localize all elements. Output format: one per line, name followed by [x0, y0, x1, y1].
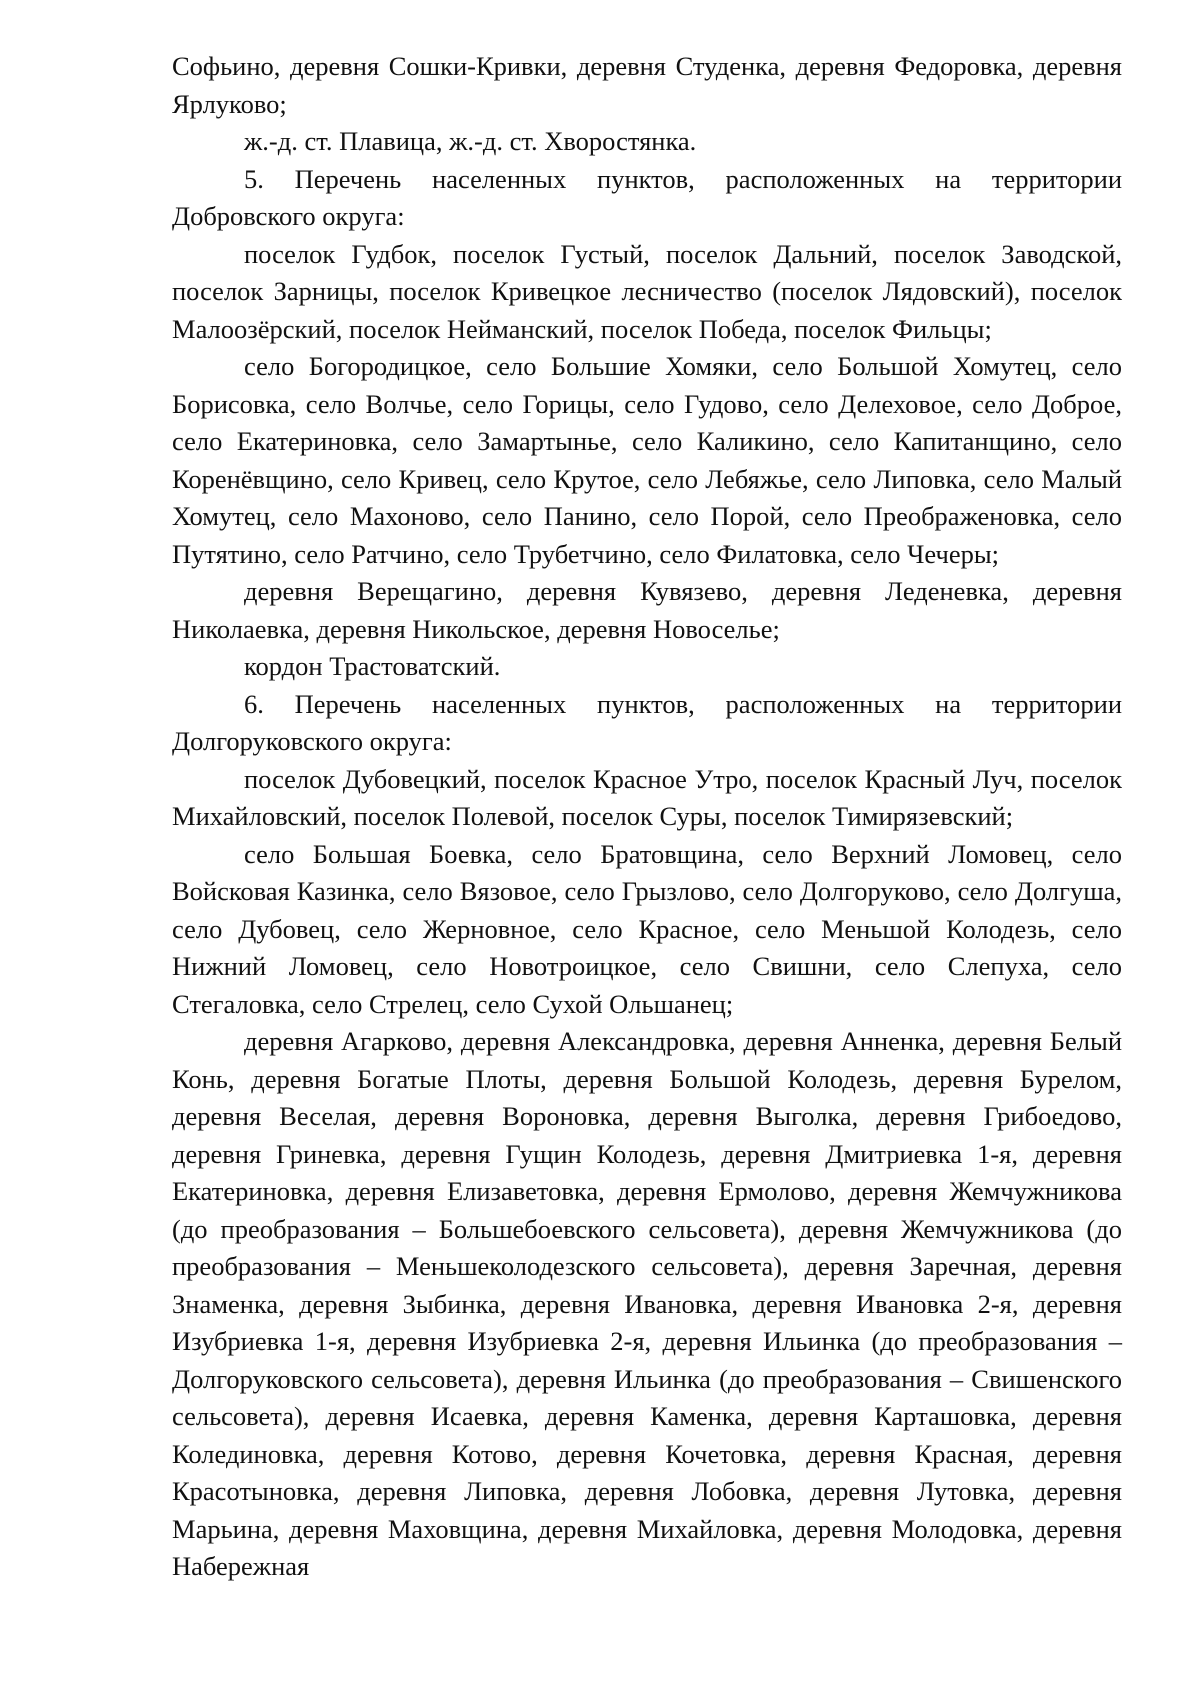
paragraph-dobrovsky-villages: село Богородицкое, село Большие Хомяки, село Большой Хомутец, село Борисовка, село Волчье, село Горицы, село Гудово, село Делеховое, село Доброе, село Екатериновка, село Замартынье, село Каликино, село Капитанщино, село Коренёвщино, село Кривец, село Крутое, село Лебяжье, село Липовка, село Малый Хомутец, село Махоново, село Панино, село Порой, село Преображеновка, село Путятино, село Ратчино, село Трубетчино, село Филатовка, село Чечеры; [172, 351, 1122, 569]
paragraph-continuation: Софьино, деревня Сошки-Кривки, деревня Студенка, деревня Федоровка, деревня Ярлуково; [172, 51, 1122, 119]
paragraph-dolgorukovsky-villages: село Большая Боевка, село Братовщина, село Верхний Ломовец, село Войсковая Казинка, село Вязовое, село Грызлово, село Долгоруково, село Долгуша, село Дубовец, село Жерновное, село Красное, село Меньшой Колодезь, село Нижний Ломовец, село Новотроицкое, село Свишни, село Слепуха, село Стегаловка, село Стрелец, село Сухой Ольшанец; [172, 838, 1122, 1019]
paragraph-dolgorukovsky-hamlets: деревня Агарково, деревня Александровка, деревня Анненка, деревня Белый Конь, деревня Богатые Плоты, деревня Большой Колодезь, деревня Бурелом, деревня Веселая, деревня Вороновка, деревня Выголка, деревня Грибоедово, деревня Гриневка, деревня Гущин Колодезь, деревня Дмитриевка 1-я, деревня Екатериновка, деревня Елизаветовка, деревня Ермолово, деревня Жемчужникова (до преобразования – Большебоевского сельсовета), деревня Жемчужникова (до преобразования – Меньшеколодезского сельсовета), деревня Заречная, деревня Знаменка, деревня Зыбинка, деревня Ивановка, деревня Ивановка 2-я, деревня Изубриевка 1-я, деревня Изубриевка 2-я, деревня Ильинка (до преобразования – Долгоруковского сельсовета), деревня Ильинка (до преобразования – Свишенского сельсовета), деревня Исаевка, деревня Каменка, деревня Карташовка, деревня Колединовка, деревня Котово, деревня Кочетовка, деревня Красная, деревня Красотыновка, деревня Липовка, деревня Лобовка, деревня Лутовка, деревня Марьина, деревня Маховщина, деревня Михайловка, деревня Молодовка, деревня Набережная [172, 1026, 1122, 1581]
paragraph-section-6-heading: 6. Перечень населенных пунктов, расположенных на территории Долгоруковского округа: [172, 688, 1122, 756]
document-body [172, 48, 1122, 1586]
paragraph-dolgorukovsky-settlements: поселок Дубовецкий, поселок Красное Утро, поселок Красный Луч, поселок Михайловский, поселок Полевой, поселок Суры, поселок Тимирязевский; [172, 763, 1122, 831]
paragraph-railway-stations: ж.-д. ст. Плавица, ж.-д. ст. Хворостянка. [244, 126, 697, 156]
paragraph-dobrovsky-settlements: поселок Гудбок, поселок Густый, поселок Дальний, поселок Заводской, поселок Зарницы, поселок Кривецкое лесничество (поселок Лядовский), поселок Малоозёрский, поселок Нейманский, поселок Победа, поселок Фильцы; [172, 238, 1122, 344]
paragraph-dobrovsky-hamlets: деревня Верещагино, деревня Кувязево, деревня Леденевка, деревня Николаевка, деревня Никольское, деревня Новоселье; [172, 576, 1122, 644]
paragraph-section-5-heading: 5. Перечень населенных пунктов, расположенных на территории Добровского округа: [172, 163, 1122, 231]
paragraph-dobrovsky-cordon: кордон Трастоватский. [244, 651, 501, 681]
